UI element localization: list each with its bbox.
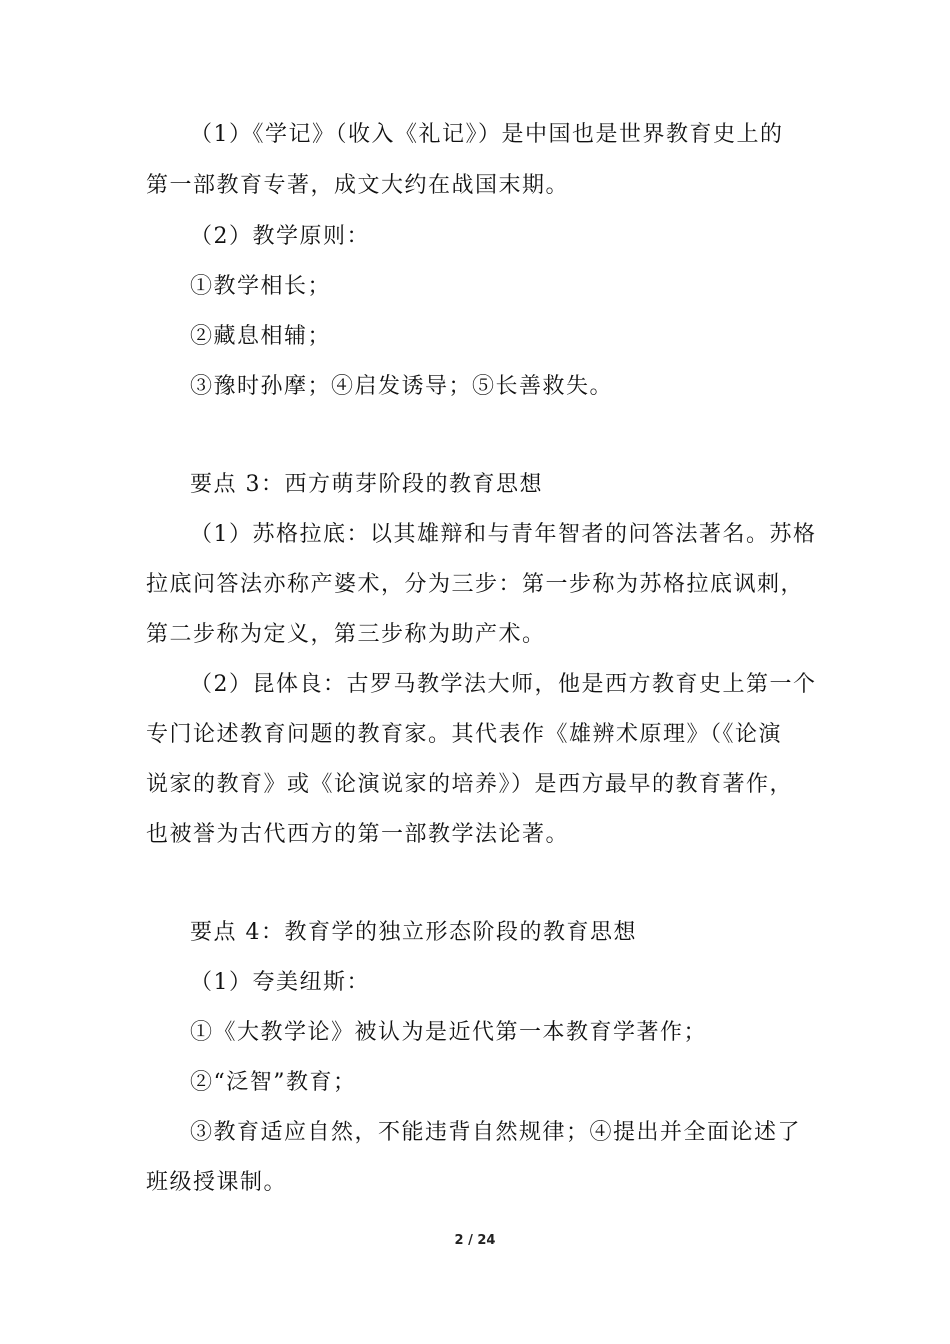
- text-line: 说家的教育》或《论演说家的培养》）是西方最早的教育著作，: [146, 772, 794, 797]
- text-line: （1）苏格拉底：以其雄辩和与青年智者的问答法著名。苏格: [190, 522, 817, 547]
- section-heading: （1）夸美纽斯：: [190, 970, 370, 995]
- text-line: （2）昆体良：古罗马教学法大师，他是西方教育史上第一个: [190, 672, 817, 697]
- page-number: 2 / 24: [454, 1233, 496, 1248]
- key-point-heading: 要点 3：西方萌芽阶段的教育思想: [190, 472, 543, 497]
- list-item: ②藏息相辅；: [190, 324, 332, 349]
- text-line: 第二步称为定义，第三步称为助产术。: [146, 622, 546, 647]
- text-line: 第一部教育专著，成文大约在战国末期。: [146, 173, 570, 198]
- text-line: 也被誉为古代西方的第一部教学法论著。: [146, 822, 570, 847]
- list-item: ①教学相长；: [190, 274, 332, 299]
- key-point-heading: 要点 4：教育学的独立形态阶段的教育思想: [190, 920, 637, 945]
- text-line: 班级授课制。: [146, 1170, 288, 1195]
- list-item: ③豫时孙摩；④启发诱导；⑤长善救失。: [190, 374, 614, 399]
- list-item: ②“泛智”教育；: [190, 1070, 357, 1095]
- section-heading: （2）教学原则：: [190, 224, 370, 249]
- text-line: （1）《学记》（收入《礼记》）是中国也是世界教育史上的: [190, 122, 784, 147]
- list-item: ③教育适应自然，不能违背自然规律；④提出并全面论述了: [190, 1120, 802, 1145]
- list-item: ①《大教学论》被认为是近代第一本教育学著作；: [190, 1020, 708, 1045]
- text-line: 专门论述教育问题的教育家。其代表作《雄辨术原理》（《论演: [146, 722, 783, 747]
- text-line: 拉底问答法亦称产婆术，分为三步：第一步称为苏格拉底讽刺，: [146, 572, 805, 597]
